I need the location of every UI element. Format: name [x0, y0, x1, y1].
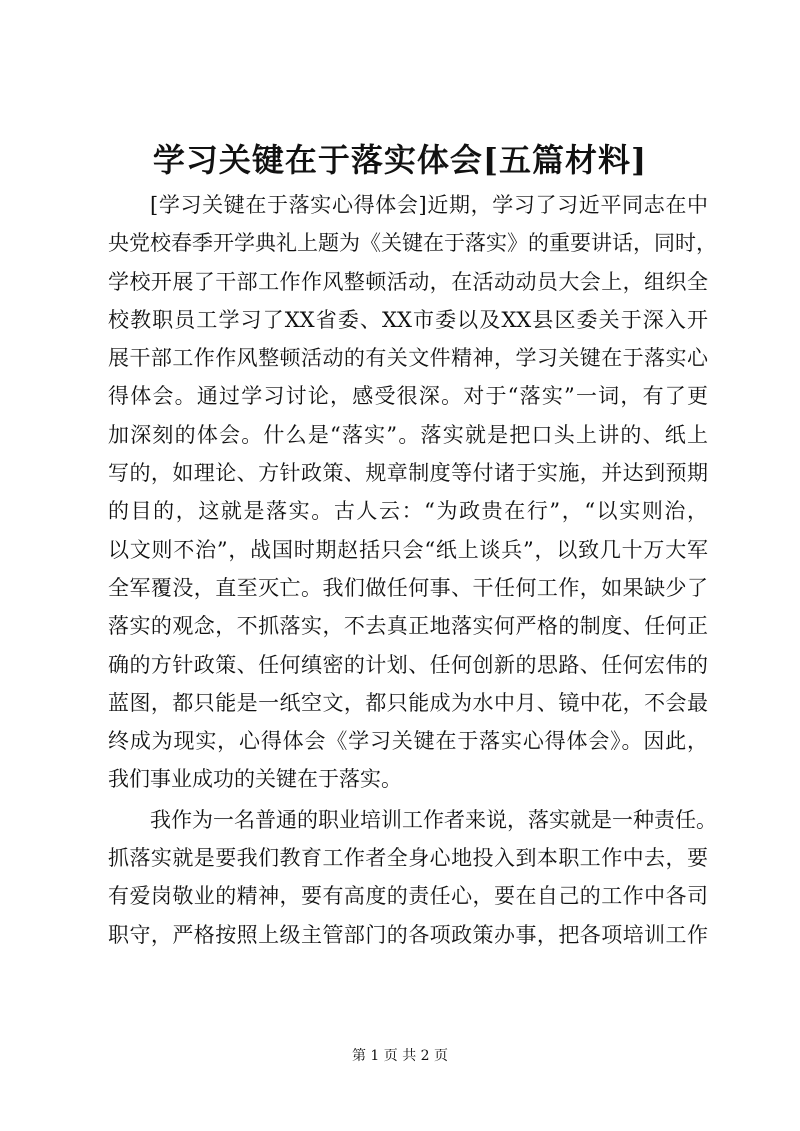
document-title: 学习关键在于落实体会[五篇材料] [152, 141, 648, 179]
text-line: 加深刻的体会。什么是“落实”。落实就是把口头上讲的、纸上 [108, 422, 708, 447]
text-line: 终成为现实，心得体会《学习关键在于落实心得体会》。因此， [108, 729, 708, 754]
text-line: 写的，如理论、方针政策、规章制度等付诸于实施，并达到预期 [108, 461, 708, 486]
page-footer: 第 1 页 共 2 页 [351, 1048, 449, 1064]
text-line: 展干部工作作风整顿活动的有关文件精神，学习关键在于落实心 [108, 346, 708, 371]
document-body [108, 186, 717, 954]
text-line: 校教职员工学习了XX省委、XX市委以及XX县区委关于深入开 [108, 307, 708, 332]
text-line: 职守，严格按照上级主管部门的各项政策办事，把各项培训工作 [108, 922, 708, 947]
text-line: 抓落实就是要我们教育工作者全身心地投入到本职工作中去，要 [108, 846, 708, 871]
text-line: 蓝图，都只能是一纸空文，都只能成为水中月、镜中花，不会最 [108, 690, 708, 715]
text-line: 我作为一名普通的职业培训工作者来说，落实就是一种责任。 [150, 807, 717, 832]
text-line: [学习关键在于落实心得体会]近期，学习了习近平同志在中 [150, 193, 708, 217]
text-line: 的目的，这就是落实。古人云：“为政贵在行”，“以实则治， [108, 499, 708, 524]
text-line: 我们事业成功的关键在于落实。 [108, 767, 402, 792]
text-line: 以文则不治”，战国时期赵括只会“纸上谈兵”，以致几十万大军 [108, 537, 708, 562]
text-line: 确的方针政策、任何缜密的计划、任何创新的思路、任何宏伟的 [108, 652, 708, 677]
text-line: 落实的观念，不抓落实，不去真正地落实何严格的制度、任何正 [108, 614, 708, 639]
text-line: 得体会。通过学习讨论，感受很深。对于“落实”一词，有了更 [108, 384, 708, 409]
paragraph-1 [108, 186, 717, 799]
text-line: 学校开展了干部工作作风整顿活动，在活动动员大会上，组织全 [108, 269, 708, 294]
paragraph-2 [108, 801, 717, 954]
text-line: 央党校春季开学典礼上题为《关键在于落实》的重要讲话，同时， [108, 231, 717, 256]
text-line: 全军覆没，直至灭亡。我们做任何事、干任何工作，如果缺少了 [108, 575, 708, 600]
text-line: 有爱岗敬业的精神，要有高度的责任心，要在自己的工作中各司 [108, 884, 708, 909]
